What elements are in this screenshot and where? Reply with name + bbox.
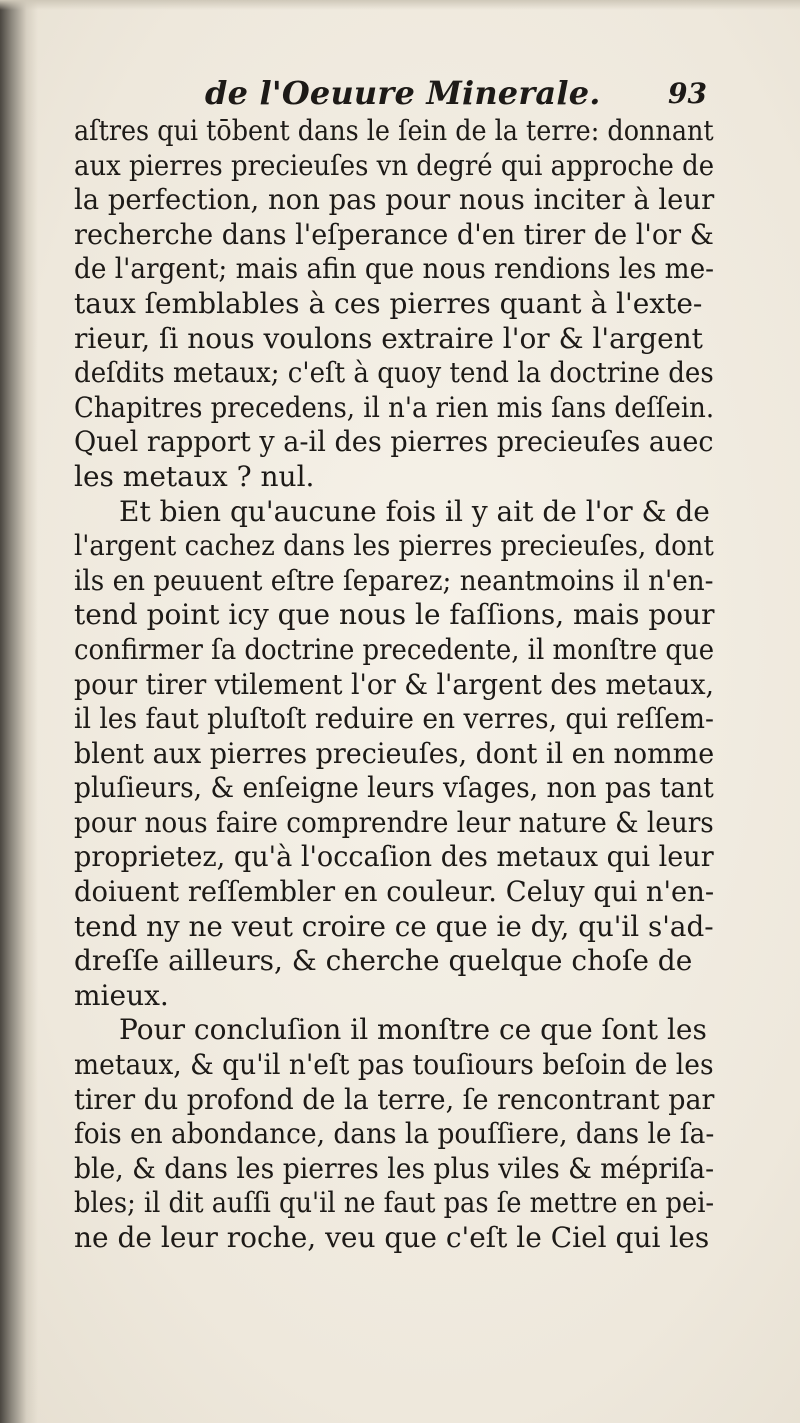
body-text (74, 114, 714, 1256)
text-line: tirer du profond de la terre, ſe rencontrant par (74, 1082, 715, 1116)
text-line: de l'argent; mais afin que nous rendions les me- (74, 252, 715, 286)
text-line: aux pierres precieuſes vn degré qui approche de (74, 148, 715, 182)
text-line: Quel rapport y a-il des pierres precieuſes auec (74, 425, 714, 459)
text-line: recherche dans l'eſperance d'en tirer de l'or & (74, 217, 714, 251)
text-line: pluſieurs, & enſeigne leurs vſages, non pas tant (74, 771, 714, 805)
text-line: blent aux pierres precieuſes, dont il en nomme (74, 736, 715, 770)
text-line: mieux. (74, 978, 169, 1012)
page-top-edge (0, 0, 800, 10)
text-line: Pour concluſion il monſtre ce que ſont les (119, 1013, 707, 1047)
text-line: ne de leur roche, veu que c'eſt le Ciel qui les (74, 1221, 710, 1254)
text-line: proprietez, qu'à l'occaſion des metaux qui leur (74, 840, 714, 874)
text-line: fois en abondance, dans la pouſſiere, dans le ſa- (74, 1117, 715, 1151)
text-line: confirmer ſa doctrine precedente, il monſtre que (74, 632, 715, 666)
text-line: rieur, ſi nous voulons extraire l'or & l'argent (74, 321, 703, 355)
text-line: les metaux ? nul. (74, 459, 315, 493)
text-line: dreſſe ailleurs, & cherche quelque choſe de (74, 944, 693, 978)
text-line: il les faut pluſtoſt reduire en verres, qui reſſem- (74, 702, 714, 736)
page-number: 93 (668, 77, 707, 110)
text-line: tend ny ne veut croire ce que ie dy, qu'il s'ad- (74, 909, 714, 943)
text-line: pour nous faire comprendre leur nature & leurs (74, 805, 714, 839)
text-line: metaux, & qu'il n'eſt pas touſiours beſoin de les (74, 1048, 714, 1082)
binding-gutter (0, 0, 38, 1423)
text-line: bles; il dit auſſi qu'il ne faut pas ſe mettre en pei- (74, 1186, 715, 1220)
text-line: la perfection, non pas pour nous inciter à leur (74, 183, 715, 217)
running-head: de l'Oeuure Minerale. (205, 74, 601, 112)
text-line: ble, & dans les pierres les plus viles & mépriſa- (74, 1151, 715, 1185)
text-line: pour tirer vtilement l'or & l'argent des metaux, (74, 667, 714, 701)
text-line: taux ſemblables à ces pierres quant à l'exte- (74, 286, 703, 320)
text-line: deſdits metaux; c'eſt à quoy tend la doctrine des (74, 356, 714, 390)
text-line: ils en peuuent eſtre ſeparez; neantmoins il n'en- (74, 563, 714, 597)
text-line: doiuent reſſembler en couleur. Celuy qui n'en- (74, 875, 715, 909)
text-line: tend point icy que nous le faſſions, mais pour (74, 598, 715, 632)
text-line: Chapitres precedens, il n'a rien mis ſans deſſein. (74, 390, 715, 424)
text-line: aſtres qui tōbent dans le ſein de la terre: donnant (74, 114, 714, 147)
text-line: l'argent cachez dans les pierres precieuſes, dont (74, 529, 714, 563)
text-line: Et bien qu'aucune fois il y ait de l'or & de (119, 494, 710, 528)
